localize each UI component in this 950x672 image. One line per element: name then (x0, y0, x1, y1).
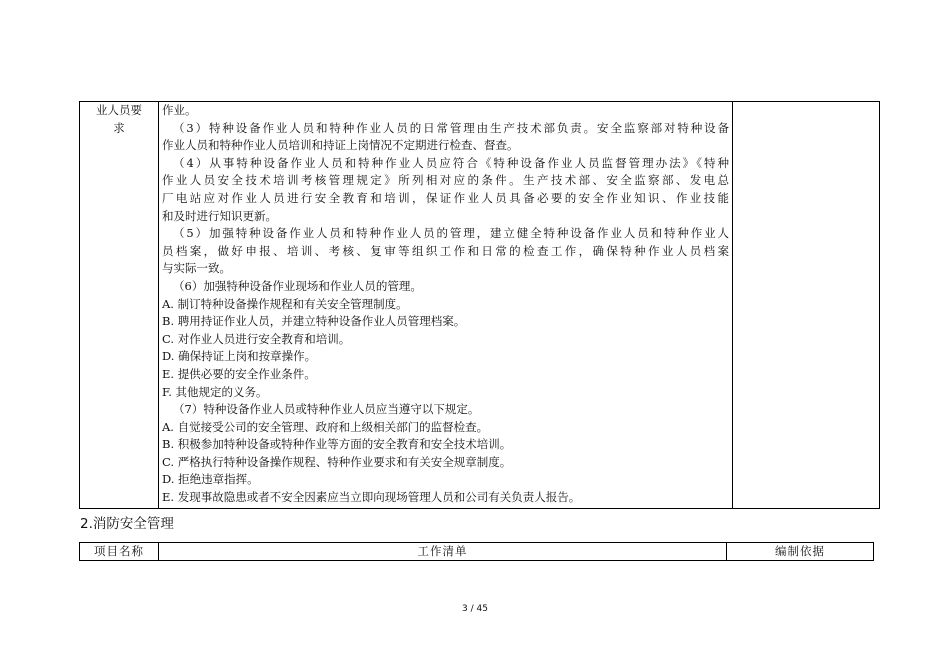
header-basis: 编制依据 (727, 543, 874, 561)
section-title: 2.消防安全管理 (80, 516, 174, 532)
work-list-line: D. 拒绝违章指挥。 (162, 472, 259, 487)
work-list-line: C. 严格执行特种设备操作规程、特种作业要求和有关安全规章制度。 (162, 454, 512, 469)
header-row (80, 543, 874, 561)
work-list-line: E. 提供必要的安全作业条件。 (162, 366, 316, 381)
work-list-line: 员档案，做好申报、培训、考核、复审等组织工作和日常的检查工作，确保特种作业人员档案 (162, 243, 729, 258)
work-list-cell (159, 102, 733, 509)
work-list-line: （3）特种设备作业人员和特种作业人员的日常管理由生产技术部负责。安全监察部对特种设备 (173, 120, 729, 135)
fire-safety-table-header (79, 542, 874, 561)
work-list-line: F. 其他规定的义务。 (162, 384, 268, 399)
work-list-line: （7）特种设备作业人员或特种作业人员应当遵守以下规定。 (173, 402, 480, 417)
work-list-line: B. 聘用持证作业人员，并建立特种设备作业人员管理档案。 (162, 314, 466, 329)
work-list-line: C. 对作业人员进行安全教育和培训。 (162, 331, 351, 346)
work-list-line: （4）从事特种设备作业人员和特种作业人员应符合《特种设备作业人员监督管理办法》《特种 (173, 155, 729, 170)
basis-cell (733, 102, 880, 509)
work-list-line: D. 确保持证上岗和按章操作。 (162, 349, 317, 364)
work-list-line: 和及时进行知识更新。 (162, 208, 277, 223)
work-list-line: 作业人员和特种作业人员培训和持证上岗情况不定期进行检查、督查。 (162, 138, 519, 153)
page-number: 3 / 45 (462, 604, 488, 614)
requirements-table (79, 101, 880, 509)
item-name-line: 业人员要 (96, 103, 142, 117)
work-list-line: A. 自觉接受公司的安全管理、政府和上级相关部门的监督检查。 (162, 419, 489, 434)
work-list-line: 作业人员安全技术培训考核管理规定》所列相对应的条件。生产技术部、安全监察部、发电总 (162, 173, 729, 188)
item-name-line: 求 (113, 120, 125, 135)
table-row (80, 102, 880, 509)
work-list-line: B. 积极参加特种设备或特种作业等方面的安全教育和安全技术培训。 (162, 437, 512, 452)
work-list-line: （5）加强特种设备作业人员和特种作业人员的管理，建立健全特种设备作业人员和特种作业人 (173, 226, 729, 241)
work-list-line: （6）加强特种设备作业现场和作业人员的管理。 (173, 278, 422, 293)
work-list-line: 厂电站应对作业人员进行安全教育和培训，保证作业人员具备必要的安全作业知识、作业技能 (162, 190, 729, 205)
work-list-line: A. 制订特种设备操作规程和有关安全管理制度。 (162, 296, 408, 311)
header-work-list: 工作清单 (159, 543, 727, 561)
item-name-cell (80, 102, 159, 509)
header-item-name: 项目名称 (80, 543, 159, 561)
work-list-line: 与实际一致。 (162, 261, 231, 276)
work-list-line: 作业。 (162, 103, 197, 117)
work-list-line: E. 发现事故隐患或者不安全因素应当立即向现场管理人员和公司有关负责人报告。 (162, 490, 581, 505)
